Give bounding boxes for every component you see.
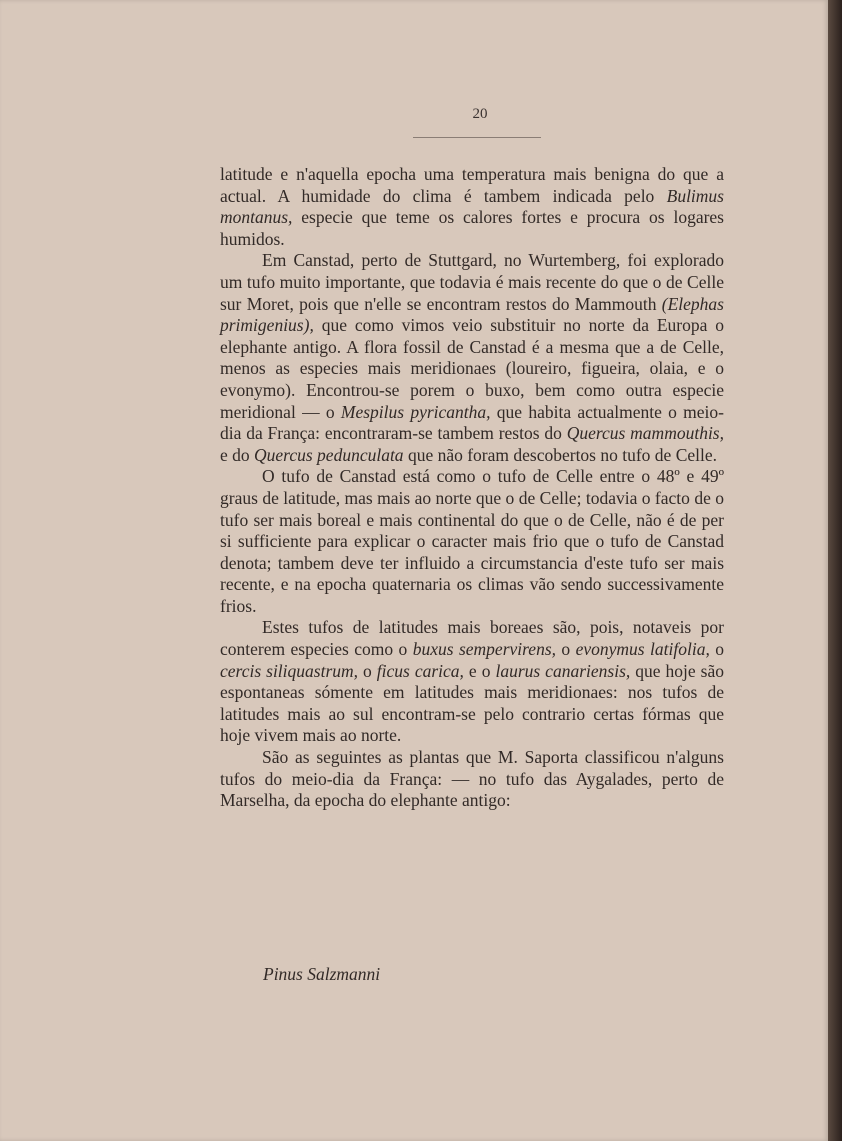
italic-term: cercis siliquastrum, <box>220 660 359 681</box>
body-text <box>220 164 724 812</box>
italic-term: evonymus latifolia, <box>575 639 710 660</box>
paragraph <box>220 617 724 747</box>
paragraph <box>220 250 724 466</box>
text-run: que como vimos veio substituir no norte da Europa o elephante antigo. A flora fossil de Canstad é a mesma que a de Celle, menos as especies mais meridionaes (loureiro, figueira, olaia, e o evonymo). Encontrou-se porem o buxo, bem como outra especie meridional — o <box>220 315 724 422</box>
text-run: Estes tufos de latitudes mais boreaes são, pois, notaveis por conterem especies como o <box>220 617 724 660</box>
italic-term: Bulimus montanus, <box>220 185 724 228</box>
text-run: o <box>709 639 724 660</box>
text-run: Em Canstad, perto de Stuttgard, no Wurtemberg, foi explorado um tufo muito importante, que todavia é mais recente do que o de Celle sur Moret, pois que n'elle se encontram restos do Mammouth <box>220 250 724 314</box>
book-spine <box>828 0 842 1141</box>
text-run: latitude e n'aquella epocha uma temperatura mais benigna do que a actual. A humidade do clima é tambem indicada pelo <box>220 164 724 206</box>
text-run: que hoje são espontaneas sómente em latitudes mais meridionaes: nos tufos de latitudes mais ao sul encontram-se pelo contrario certas fórmas que hoje vivem mais ao norte. <box>220 660 724 746</box>
page-number: 20 <box>472 106 488 122</box>
plant-name: Pinus Salzmanni <box>263 964 381 984</box>
text-run: o <box>358 660 377 681</box>
italic-term: Mespilus pyricantha, <box>340 401 491 422</box>
header-rule <box>413 137 541 138</box>
text-run: e o <box>463 660 496 681</box>
italic-term: Quercus mammouthis, <box>566 423 724 444</box>
paragraph <box>220 164 724 250</box>
plant-list <box>263 964 380 985</box>
text-run: e do <box>220 444 255 465</box>
italic-term: (Elephas primigenius), <box>220 293 724 336</box>
paragraph <box>220 466 724 617</box>
italic-term: Quercus pedunculata <box>254 444 404 465</box>
italic-term: buxus sempervirens, <box>412 639 557 660</box>
text-run: O tufo de Canstad está como o tufo de Celle entre o 48º e 49º graus de latitude, mas mais ao norte que o de Celle; todavia o facto de o tufo ser mais boreal e mais continental do que o de Celle, não é de per si sufficiente para explicar o caracter mais frio que o tufo de Canstad denota; tambem deve ter influido a circumstancia d'este tufo ser mais recente, e na epocha quaternaria os climas vão sendo successivamente frios. <box>220 466 724 616</box>
paragraph <box>220 747 724 812</box>
text-run: o <box>556 639 576 660</box>
text-run: que não foram descobertos no tufo de Celle. <box>403 444 718 465</box>
italic-term: ficus carica, <box>376 660 464 681</box>
text-run: São as seguintes as plantas que M. Saporta classificou n'alguns tufos do meio-dia da França: — no tufo das Aygalades, perto de Marselha, da epocha do elephante antigo: <box>220 747 724 811</box>
text-run: especie que teme os calores fortes e procura os logares humidos. <box>220 207 724 249</box>
italic-term: laurus canariensis, <box>495 660 631 681</box>
text-run: que habita actualmente o meio-dia da França: encontraram-se tambem restos do <box>220 401 724 444</box>
